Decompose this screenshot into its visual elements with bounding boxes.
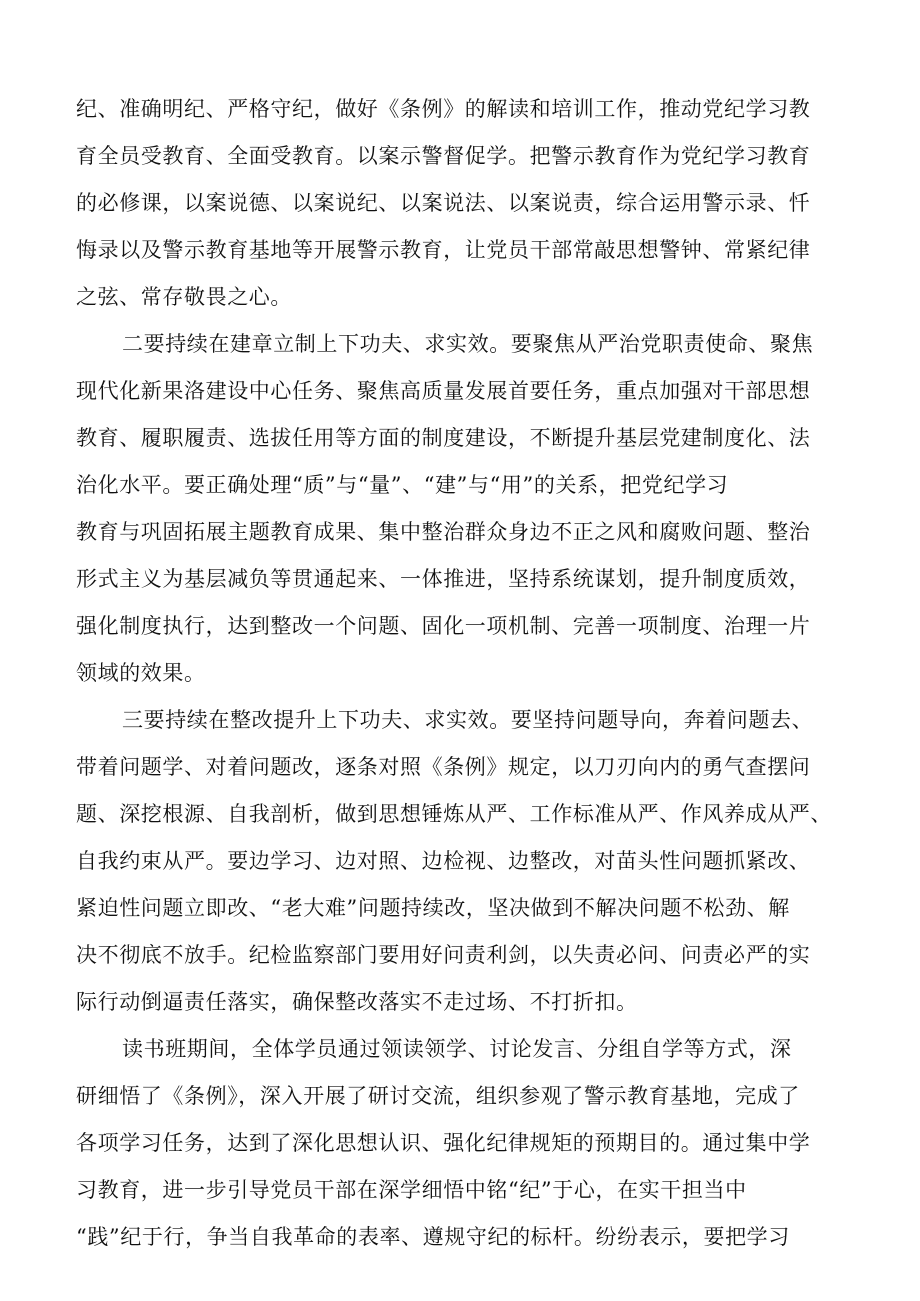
text-line: 形式主义为基层减负等贯通起来、一体推进，坚持系统谋划，提升制度质效， bbox=[76, 567, 811, 591]
text-line: 的必修课，以案说德、以案说纪、以案说法、以案说责，综合运用警示录、忏 bbox=[76, 191, 811, 215]
text-line: 之弦、常存敬畏之心。 bbox=[76, 285, 292, 309]
text-line: 强化制度执行，达到整改一个问题、固化一项机制、完善一项制度、治理一片 bbox=[76, 614, 811, 638]
text-line: 现代化新果洛建设中心任务、聚焦高质量发展首要任务，重点加强对干部思想 bbox=[76, 379, 811, 403]
paragraph-first-line: 三要持续在整改提升上下功夫、求实效。要坚持问题导向，奔着问题去、 bbox=[122, 708, 814, 732]
text-line: 紧迫性问题立即改、“老大难”问题持续改，坚决做到不解决问题不松劲、解 bbox=[76, 896, 790, 920]
text-line: 研细悟了《条例》，深入开展了研讨交流，组织参观了警示教育基地，完成了 bbox=[76, 1084, 800, 1108]
text-line: 纪、准确明纪、严格守纪，做好《条例》的解读和培训工作，推动党纪学习教 bbox=[76, 97, 811, 121]
text-line: 际行动倒逼责任落实，确保整改落实不走过场、不打折扣。 bbox=[76, 990, 638, 1014]
text-line: 自我约束从严。要边学习、边对照、边检视、边整改，对苗头性问题抓紧改、 bbox=[76, 849, 811, 873]
text-line: 治化水平。要正确处理“质”与“量”、“建”与“用”的关系，把党纪学习 bbox=[76, 473, 729, 497]
text-line: 教育、履职履责、选拔任用等方面的制度建设，不断提升基层党建制度化、法 bbox=[76, 426, 811, 450]
text-line: 领域的效果。 bbox=[76, 661, 206, 685]
text-line: “践”纪于行，争当自我革命的表率、遵规守纪的标杆。纷纷表示，要把学习 bbox=[76, 1225, 790, 1249]
text-line: 题、深挖根源、自我剖析，做到思想锤炼从严、工作标准从严、作风养成从严、 bbox=[76, 802, 832, 826]
text-line: 各项学习任务，达到了深化思想认识、强化纪律规矩的预期目的。通过集中学 bbox=[76, 1131, 811, 1155]
paragraph-first-line: 读书班期间，全体学员通过领读领学、讨论发言、分组自学等方式，深 bbox=[122, 1037, 792, 1061]
text-line: 带着问题学、对着问题改，逐条对照《条例》规定，以刀刃向内的勇气查摆问 bbox=[76, 755, 811, 779]
text-line: 悔录以及警示教育基地等开展警示教育，让党员干部常敲思想警钟、常紧纪律 bbox=[76, 238, 811, 262]
text-line: 决不彻底不放手。纪检监察部门要用好问责利剑，以失责必问、问责必严的实 bbox=[76, 943, 811, 967]
text-line: 习教育，进一步引导党员干部在深学细悟中铭“纪”于心，在实干担当中 bbox=[76, 1178, 747, 1202]
text-line: 育全员受教育、全面受教育。以案示警督促学。把警示教育作为党纪学习教育 bbox=[76, 144, 811, 168]
paragraph-first-line: 二要持续在建章立制上下功夫、求实效。要聚焦从严治党职责使命、聚焦 bbox=[122, 332, 814, 356]
text-line: 教育与巩固拓展主题教育成果、集中整治群众身边不正之风和腐败问题、整治 bbox=[76, 520, 811, 544]
